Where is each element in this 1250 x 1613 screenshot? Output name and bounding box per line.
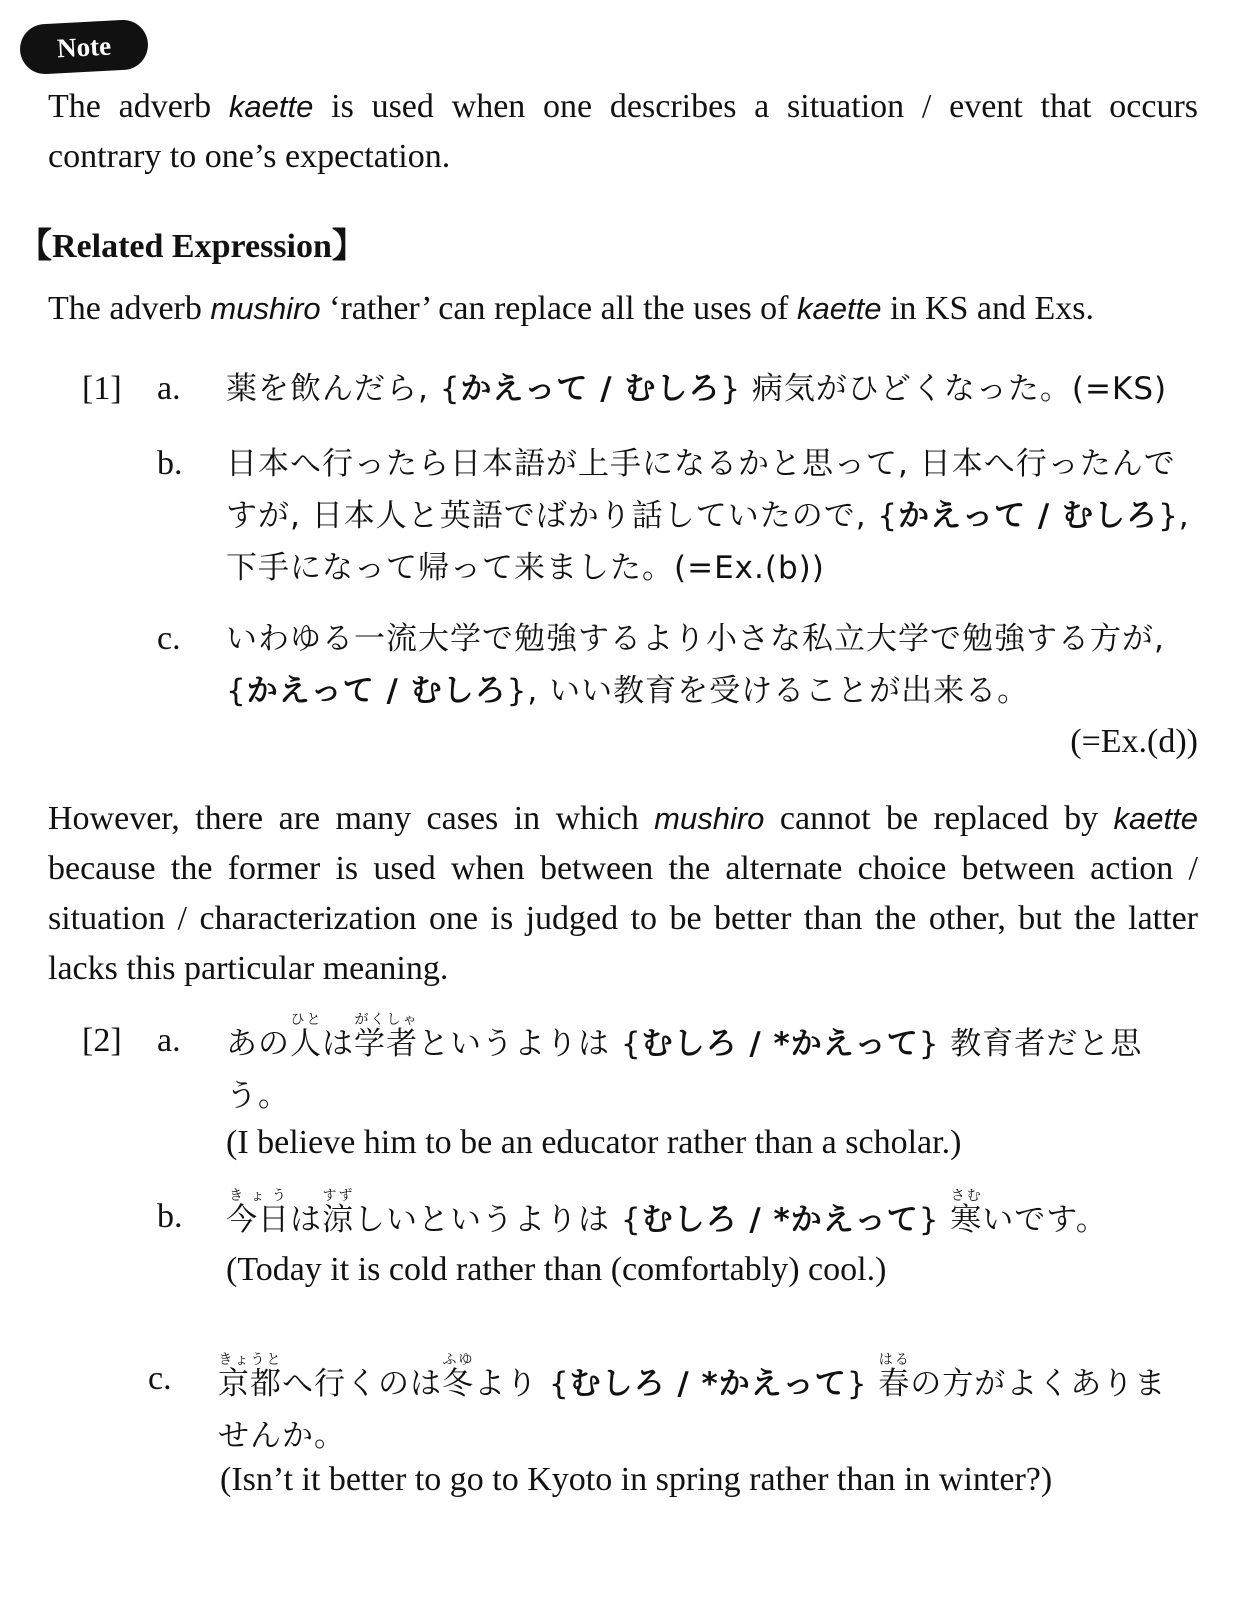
note-paragraph: The adverb kaette is used when one describes a situation / event that occurs contrary to one’s expectation. — [48, 88, 1198, 175]
example-number-1: [1] — [82, 370, 122, 407]
example-2c-text: 京都きょうとへ行くのは冬ふゆより {むしろ / *かえって} 春はるの方がよくありませんか。 — [218, 1352, 1167, 1454]
example-1c-reference: (=Ex.(d)) — [1070, 723, 1198, 760]
example-2b-translation: (Today it is cold rather than (comfortably) cool.) — [226, 1251, 887, 1288]
example-2a-text: あの人ひとは学者がくしゃというよりは {むしろ / *かえって} 教育者だと思う。 — [226, 1012, 1143, 1114]
example-2b-text: 今日きょうは涼すずしいというよりは {むしろ / *かえって} 寒さむいです。 — [226, 1188, 1108, 1238]
example-1c-letter: c. — [157, 620, 181, 657]
note-badge: Note — [19, 19, 149, 76]
example-2c-translation: (Isn’t it better to go to Kyoto in spring rather than in winter?) — [220, 1461, 1053, 1498]
example-1b-text: 日本へ行ったら日本語が上手になるかと思って, 日本へ行ったんですが, 日本人と英語でばかり話していたので, {かえって / むしろ}, 下手になって帰って来ました。(=Ex.(b)) — [226, 446, 1190, 586]
example-2a-letter: a. — [157, 1022, 181, 1059]
example-number-2: [2] — [82, 1022, 122, 1059]
however-paragraph: However, there are many cases in which mushiro cannot be replaced by kaette because the former is used when between the alternate choice between action / situation / characterization one is judged to be better than the other, but the latter lacks this particular meaning. — [48, 800, 1198, 987]
example-2b-letter: b. — [157, 1198, 183, 1235]
example-1a-letter: a. — [157, 370, 181, 407]
example-1b-letter: b. — [157, 445, 183, 482]
related-expression-heading: 【Related Expression】 — [18, 228, 366, 265]
example-2a-translation: (I believe him to be an educator rather than a scholar.) — [226, 1124, 962, 1161]
example-1c-text: いわゆる一流大学で勉強するより小さな私立大学で勉強する方が, {かえって / むしろ}, いい教育を受けることが出来る。 — [226, 621, 1165, 709]
example-2c-letter: c. — [148, 1360, 172, 1397]
example-1a-text: 薬を飲んだら, {かえって / むしろ} 病気がひどくなった。(=KS) — [226, 371, 1168, 407]
related-paragraph: The adverb mushiro ‘rather’ can replace all the uses of kaette in KS and Exs. — [48, 290, 1094, 327]
